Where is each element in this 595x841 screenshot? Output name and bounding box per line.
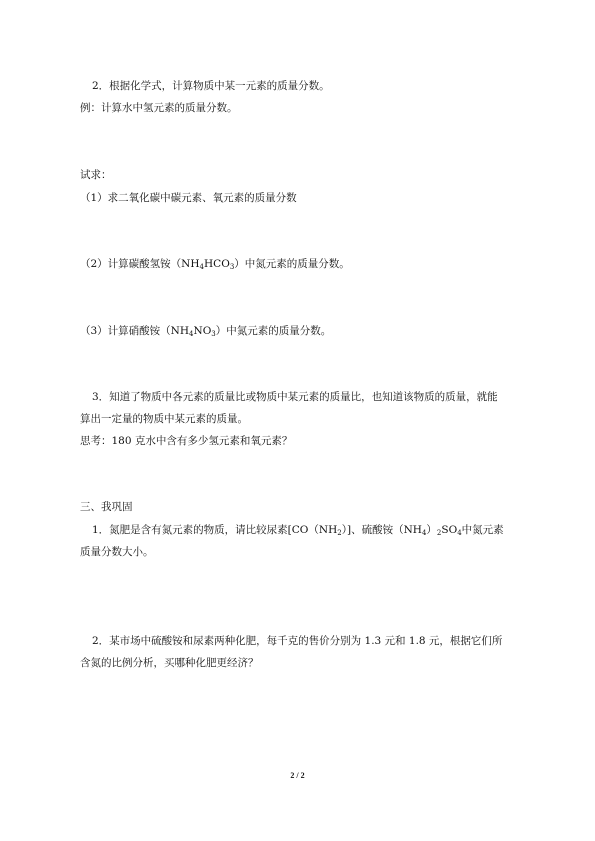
question-3-text-a: （3）计算硝酸铵（NH (80, 325, 190, 337)
exercise-1-text-c: ） (426, 524, 437, 536)
example-line: 例：计算水中氢元素的质量分数。 (80, 102, 238, 114)
subscript: 4 (457, 529, 462, 537)
question-1: （1）求二氧化碳中碳元素、氧元素的质量分数 (80, 192, 297, 204)
subscript: 2 (337, 529, 342, 537)
paragraph-3-line-2: 算出一定量的物质中某元素的质量。 (80, 413, 248, 425)
exercise-1-line-2: 质量分数大小。 (80, 546, 154, 558)
question-3-text-b: NO (193, 325, 212, 337)
question-2-text-a: （2）计算碳酸氢铵（NH (80, 258, 200, 270)
exercise-1-text-e: 中氮元素 (461, 524, 504, 536)
page-number: 2 / 2 (290, 771, 305, 780)
section-3-heading: 三、我巩固 (80, 501, 133, 513)
exercise-2-line-1: 2．某市场中硫酸铵和尿素两种化肥，每千克的售价分别为 1.3 元和 1.8 元，根据它们所 (92, 635, 503, 647)
question-2-text-b: HCO (204, 258, 230, 270)
subscript: 3 (211, 330, 216, 338)
think-question: 思考：180 克水中含有多少氢元素和氧元素？ (80, 435, 293, 447)
paragraph-2-heading: 2．根据化学式，计算物质中某一元素的质量分数。 (92, 80, 330, 92)
exercise-1-line-1 (92, 523, 504, 537)
exercise-2-line-2: 含氮的比例分析，买哪种化肥更经济？ (80, 657, 259, 669)
paragraph-3-line-1: 3．知道了物质中各元素的质量比或物质中某元素的质量比，也知道该物质的质量，就能 (92, 391, 498, 403)
question-2-text-c: ）中氮元素的质量分数。 (234, 258, 350, 270)
exercise-1-text-d: SO (441, 524, 458, 536)
try-heading: 试求： (80, 169, 112, 181)
exercise-1-text-b: ）]、硫酸铵（NH (341, 524, 422, 536)
subscript: 3 (229, 263, 235, 271)
subscript: 4 (199, 263, 204, 271)
exercise-1-text-a: 1．氮肥是含有氮元素的物质，请比较尿素[CO（NH (92, 524, 338, 536)
question-3 (80, 324, 331, 338)
subscript: 2 (436, 529, 442, 537)
subscript: 4 (189, 330, 194, 338)
subscript: 4 (421, 529, 427, 537)
question-3-text-c: ）中氮元素的质量分数。 (215, 325, 332, 337)
question-2 (80, 257, 350, 271)
